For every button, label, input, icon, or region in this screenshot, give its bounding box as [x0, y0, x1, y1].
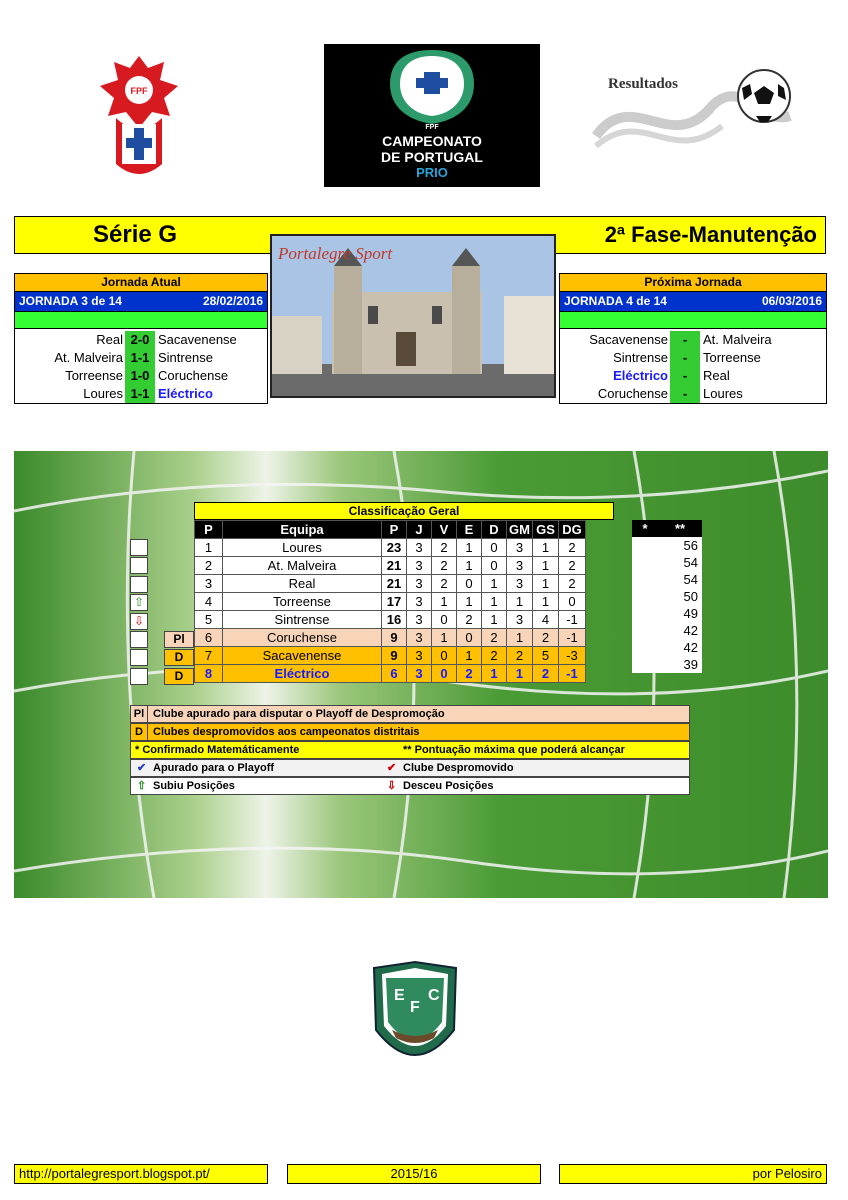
points: 9	[382, 647, 407, 665]
played: 3	[407, 611, 432, 629]
classificacao-heading: Classificação Geral	[194, 502, 614, 520]
legend-playoff	[130, 705, 690, 723]
table-row	[195, 593, 586, 611]
home-team: At. Malveira	[54, 350, 123, 365]
won: 0	[432, 647, 457, 665]
fase-title: 2ª Fase-Manutenção	[604, 222, 817, 247]
resultados-logo	[592, 66, 792, 160]
max-points-table	[632, 520, 702, 673]
col-pos: P	[195, 521, 223, 539]
svg-text:FPF: FPF	[130, 86, 148, 96]
down-arrow-icon: ⇩	[387, 780, 397, 792]
despromovido-tag: D	[164, 668, 194, 685]
check-red-icon: ✔	[387, 762, 397, 774]
match-score: 1-1	[125, 349, 155, 367]
jornada-atual-spacer	[15, 311, 267, 329]
home-team: Real	[96, 332, 123, 347]
goals-against: 2	[533, 629, 559, 647]
legend-despromovido-text: Clube Despromovido	[403, 762, 514, 774]
away-team: Loures	[703, 386, 743, 401]
match-row	[15, 349, 267, 367]
legend-playoff-text: Apurado para o Playoff	[153, 762, 275, 774]
legend-desceu-text: Desceu Posições	[403, 780, 494, 792]
footer-url[interactable]	[14, 1164, 268, 1184]
resultados-label: Resultados	[608, 76, 679, 92]
proxima-jornada-round: JORNADA 4 de 14	[564, 294, 667, 308]
goals-for: 3	[507, 557, 533, 575]
legend-text: Clube apurado para disputar o Playoff de Despromoção	[153, 708, 445, 720]
max-points: 49	[658, 605, 702, 622]
cathedral-photo	[270, 234, 556, 398]
legend-confirmed: * Confirmado Matemáticamente	[135, 744, 300, 756]
points: 23	[382, 539, 407, 557]
goal-diff: -1	[559, 629, 586, 647]
points: 21	[382, 575, 407, 593]
pos: 6	[195, 629, 223, 647]
played: 3	[407, 593, 432, 611]
played: 3	[407, 647, 432, 665]
movement-indicator	[130, 631, 148, 648]
col-team: Equipa	[223, 521, 382, 539]
lost: 1	[482, 593, 507, 611]
pos: 7	[195, 647, 223, 665]
drawn: 1	[457, 557, 482, 575]
pos: 1	[195, 539, 223, 557]
max-points: 42	[658, 622, 702, 639]
svg-text:C: C	[428, 987, 440, 1004]
fixture-separator: -	[670, 331, 700, 349]
team: Eléctrico	[223, 665, 382, 683]
confirmed-cell	[632, 537, 658, 554]
proxima-jornada-box	[559, 273, 827, 404]
home-team: Torreense	[65, 368, 123, 383]
match-score: 1-0	[125, 367, 155, 385]
pos: 5	[195, 611, 223, 629]
proxima-jornada-round-bar	[560, 292, 826, 311]
legend-subiu-text: Subiu Posições	[153, 780, 235, 792]
legend-text: Clubes despromovidos aos campeonatos distritais	[153, 726, 420, 738]
footer-author-text: por Pelosiro	[752, 1166, 822, 1181]
legend-key: Pl	[131, 706, 148, 722]
col-confirmed: *	[632, 520, 658, 537]
max-points: 42	[658, 639, 702, 656]
photo-caption: Portalegre Sport	[278, 244, 393, 263]
movement-indicator	[130, 557, 148, 574]
jornada-atual-date: 28/02/2016	[202, 294, 263, 308]
max-points: 50	[658, 588, 702, 605]
team: At. Malveira	[223, 557, 382, 575]
team: Coruchense	[223, 629, 382, 647]
fixture-row	[560, 367, 826, 385]
confirmed-cell	[632, 622, 658, 639]
lost: 1	[482, 575, 507, 593]
jornada-atual-box	[14, 273, 268, 404]
match-row	[15, 385, 267, 403]
proxima-jornada-spacer	[560, 311, 826, 329]
col-dg: DG	[559, 521, 586, 539]
away-team: Sacavenense	[158, 332, 237, 347]
movement-indicator	[130, 649, 148, 666]
campeonato-logo	[324, 44, 540, 187]
played: 3	[407, 575, 432, 593]
points: 21	[382, 557, 407, 575]
goal-diff: -1	[559, 665, 586, 683]
goals-for: 3	[507, 575, 533, 593]
check-blue-icon: ✔	[137, 762, 147, 774]
goal-diff: 2	[559, 539, 586, 557]
drawn: 1	[457, 647, 482, 665]
confirmed-cell	[632, 571, 658, 588]
confirmed-cell	[632, 605, 658, 622]
lost: 0	[482, 557, 507, 575]
max-points: 54	[658, 571, 702, 588]
col-d: D	[482, 521, 507, 539]
won: 0	[432, 665, 457, 683]
match-score: 1-1	[125, 385, 155, 403]
match-score: 2-0	[125, 331, 155, 349]
away-team: Eléctrico	[158, 386, 213, 401]
team: Sacavenense	[223, 647, 382, 665]
goals-against: 1	[533, 539, 559, 557]
home-team: Coruchense	[597, 386, 668, 401]
col-e: E	[457, 521, 482, 539]
goals-for: 3	[507, 611, 533, 629]
goals-for: 2	[507, 647, 533, 665]
table-row	[195, 611, 586, 629]
points: 16	[382, 611, 407, 629]
col-gs: GS	[533, 521, 559, 539]
goal-diff: -1	[559, 611, 586, 629]
table-row	[195, 629, 586, 647]
up-arrow-icon: ⇧	[137, 780, 147, 792]
legend-max-points: ** Pontuação máxima que poderá alcançar	[403, 744, 625, 756]
svg-text:F: F	[410, 999, 420, 1016]
max-points: 56	[658, 537, 702, 554]
jornada-atual-round: JORNADA 3 de 14	[19, 294, 122, 308]
won: 1	[432, 629, 457, 647]
away-team: At. Malveira	[703, 332, 772, 347]
pos: 3	[195, 575, 223, 593]
table-row	[195, 647, 586, 665]
legend-notes	[130, 741, 690, 759]
drawn: 2	[457, 665, 482, 683]
team: Torreense	[223, 593, 382, 611]
pos: 8	[195, 665, 223, 683]
goals-against: 1	[533, 557, 559, 575]
proxima-jornada-date: 06/03/2016	[761, 294, 822, 308]
pos: 2	[195, 557, 223, 575]
campeonato-line3: PRIO	[416, 165, 448, 180]
drawn: 2	[457, 611, 482, 629]
played: 3	[407, 665, 432, 683]
fixture-row	[560, 331, 826, 349]
table-row	[195, 665, 586, 683]
won: 2	[432, 539, 457, 557]
won: 2	[432, 557, 457, 575]
won: 0	[432, 611, 457, 629]
fixture-separator: -	[670, 367, 700, 385]
jornada-atual-heading: Jornada Atual	[15, 274, 267, 292]
serie-title: Série G	[93, 221, 178, 248]
drawn: 1	[457, 593, 482, 611]
legend-key: D	[131, 724, 148, 740]
away-team: Real	[703, 368, 730, 383]
confirmed-cell	[632, 588, 658, 605]
goals-against: 5	[533, 647, 559, 665]
confirmed-cell	[632, 656, 658, 673]
proxima-jornada-heading: Próxima Jornada	[560, 274, 826, 292]
table-row	[195, 539, 586, 557]
match-row	[15, 367, 267, 385]
drawn: 1	[457, 539, 482, 557]
points: 9	[382, 629, 407, 647]
goal-diff: 2	[559, 575, 586, 593]
fixture-separator: -	[670, 385, 700, 403]
movement-indicator	[130, 539, 148, 556]
max-points: 54	[658, 554, 702, 571]
team: Real	[223, 575, 382, 593]
goals-against: 2	[533, 665, 559, 683]
drawn: 0	[457, 629, 482, 647]
footer-url-link[interactable]: http://portalegresport.blogspot.pt/	[19, 1166, 210, 1181]
movement-indicator	[130, 576, 148, 593]
footer-season: 2015/16	[287, 1164, 541, 1184]
goals-against: 1	[533, 575, 559, 593]
points: 17	[382, 593, 407, 611]
played: 3	[407, 539, 432, 557]
fpf-crest-icon	[98, 54, 180, 184]
team: Sintrense	[223, 611, 382, 629]
goals-against: 4	[533, 611, 559, 629]
goal-diff: 0	[559, 593, 586, 611]
won: 1	[432, 593, 457, 611]
played: 3	[407, 557, 432, 575]
fixture-separator: -	[670, 349, 700, 367]
away-team: Coruchense	[158, 368, 229, 383]
jornada-atual-round-bar	[15, 292, 267, 311]
legend-status	[130, 759, 690, 777]
down-arrow-icon: ⇩	[130, 613, 148, 630]
home-team: Loures	[83, 386, 123, 401]
goals-for: 1	[507, 629, 533, 647]
col-j: J	[407, 521, 432, 539]
lost: 2	[482, 647, 507, 665]
max-points: 39	[658, 656, 702, 673]
campeonato-line2: DE PORTUGAL	[381, 149, 483, 165]
despromovido-tag: D	[164, 649, 194, 666]
lost: 2	[482, 629, 507, 647]
legend-movement	[130, 777, 690, 795]
table-row	[195, 557, 586, 575]
legend-despromovidos	[130, 723, 690, 741]
home-team: Sacavenense	[589, 332, 668, 347]
won: 2	[432, 575, 457, 593]
home-team: Eléctrico	[613, 368, 668, 383]
goals-for: 1	[507, 593, 533, 611]
col-max-points: **	[658, 520, 702, 537]
drawn: 0	[457, 575, 482, 593]
lost: 1	[482, 665, 507, 683]
confirmed-cell	[632, 639, 658, 656]
fixture-row	[560, 349, 826, 367]
table-row	[195, 575, 586, 593]
col-v: V	[432, 521, 457, 539]
fpf-small-label: FPF	[425, 124, 439, 131]
goal-diff: 2	[559, 557, 586, 575]
played: 3	[407, 629, 432, 647]
confirmed-cell	[632, 554, 658, 571]
campeonato-line1: CAMPEONATO	[382, 133, 482, 149]
standings-header-row	[195, 521, 586, 539]
goals-for: 1	[507, 665, 533, 683]
standings-table	[194, 520, 586, 683]
footer-author	[559, 1164, 827, 1184]
svg-text:E: E	[394, 987, 405, 1004]
lost: 1	[482, 611, 507, 629]
goals-for: 3	[507, 539, 533, 557]
up-arrow-icon: ⇧	[130, 594, 148, 611]
match-row	[15, 331, 267, 349]
away-team: Torreense	[703, 350, 761, 365]
fixture-row	[560, 385, 826, 403]
team: Loures	[223, 539, 382, 557]
efc-crest-icon	[370, 960, 460, 1076]
movement-indicator	[130, 668, 148, 685]
goal-diff: -3	[559, 647, 586, 665]
pos: 4	[195, 593, 223, 611]
goals-against: 1	[533, 593, 559, 611]
lost: 0	[482, 539, 507, 557]
away-team: Sintrense	[158, 350, 213, 365]
home-team: Sintrense	[613, 350, 668, 365]
col-gm: GM	[507, 521, 533, 539]
playoff-tag: Pl	[164, 631, 194, 648]
col-pts: P	[382, 521, 407, 539]
points: 6	[382, 665, 407, 683]
